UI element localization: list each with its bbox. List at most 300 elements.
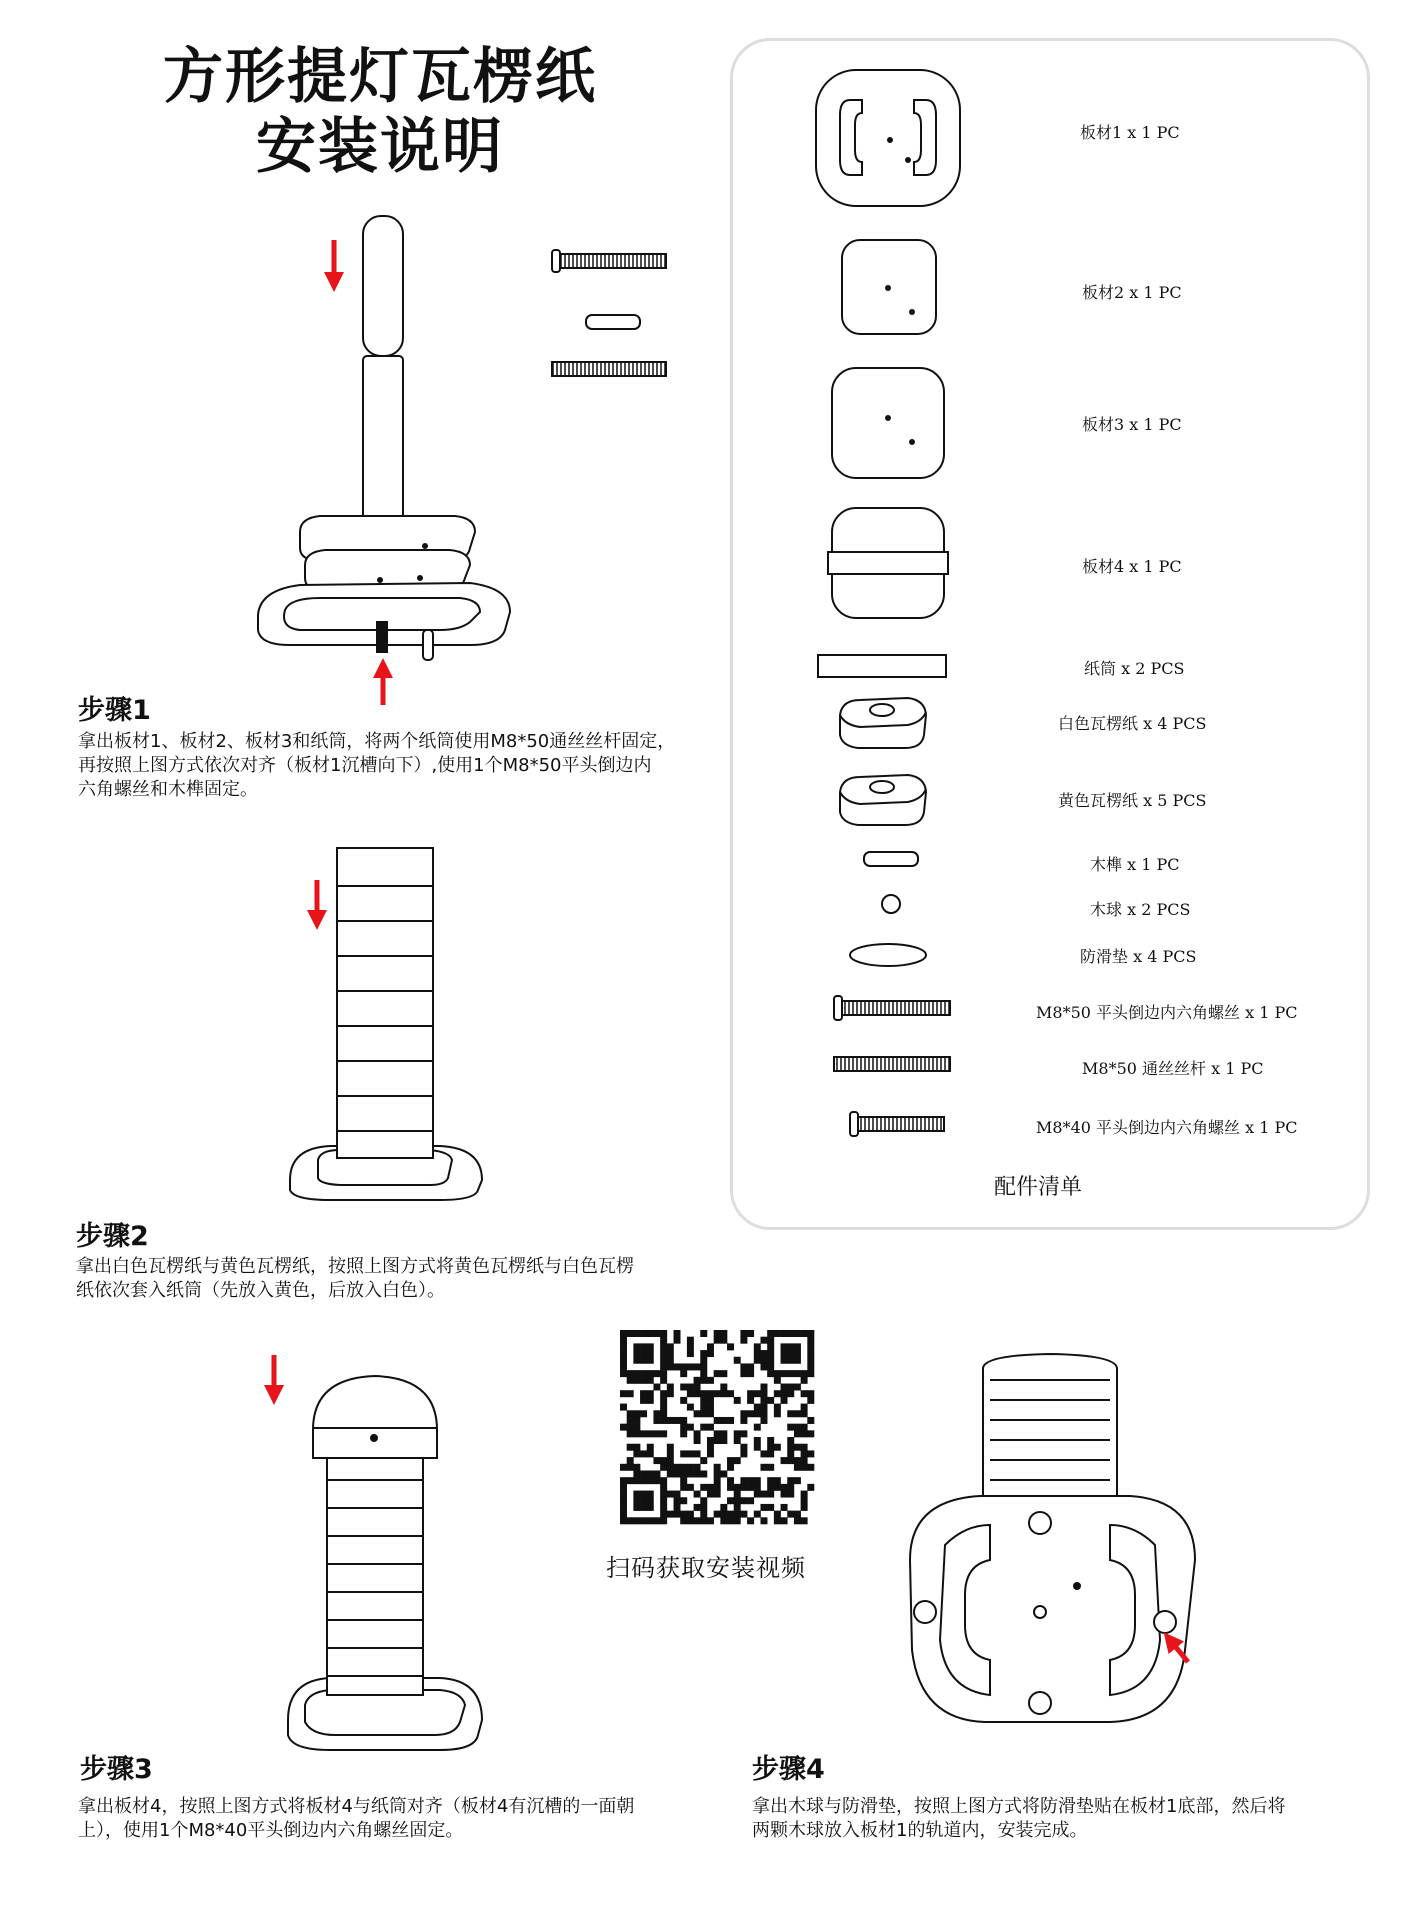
qr-module	[627, 1444, 634, 1451]
qr-module	[734, 1437, 741, 1444]
qr-module	[660, 1430, 667, 1437]
qr-module	[760, 1363, 767, 1370]
qr-module	[687, 1484, 694, 1491]
qr-module	[653, 1477, 660, 1484]
qr-module	[774, 1511, 781, 1518]
qr-module	[714, 1370, 721, 1377]
qr-module	[734, 1457, 741, 1464]
qr-module	[727, 1511, 734, 1518]
qr-module	[674, 1511, 681, 1518]
qr-module	[720, 1370, 727, 1377]
qr-module	[700, 1357, 707, 1364]
qr-module	[727, 1464, 734, 1471]
qr-module	[667, 1444, 674, 1451]
qr-module	[694, 1504, 701, 1511]
qr-module	[794, 1444, 801, 1451]
qr-module	[787, 1384, 794, 1391]
qr-module	[687, 1464, 694, 1471]
qr-module	[633, 1377, 640, 1384]
qr-module	[760, 1384, 767, 1391]
qr-module	[620, 1517, 627, 1524]
qr-module	[740, 1363, 747, 1370]
qr-module	[747, 1484, 754, 1491]
qr-module	[714, 1337, 721, 1344]
qr-module	[620, 1363, 627, 1370]
qr-module	[734, 1497, 741, 1504]
qr-module	[781, 1370, 788, 1377]
qr-module	[667, 1457, 674, 1464]
qr-module	[700, 1497, 707, 1504]
qr-module	[647, 1491, 654, 1498]
qr-module	[700, 1470, 707, 1477]
qr-module	[687, 1517, 694, 1524]
qr-module	[787, 1410, 794, 1417]
qr-module	[794, 1424, 801, 1431]
qr-module	[627, 1390, 634, 1397]
qr-module	[787, 1350, 794, 1357]
qr-module	[660, 1491, 667, 1498]
qr-module	[781, 1350, 788, 1357]
qr-module	[787, 1343, 794, 1350]
qr-module	[694, 1464, 701, 1471]
qr-module	[714, 1437, 721, 1444]
qr-module	[720, 1470, 727, 1477]
part-label: 白色瓦楞纸 x 4 PCS	[1058, 714, 1207, 733]
qr-module	[660, 1417, 667, 1424]
qr-module	[720, 1437, 727, 1444]
qr-module	[653, 1370, 660, 1377]
qr-module	[747, 1410, 754, 1417]
qr-module	[620, 1511, 627, 1518]
qr-module	[694, 1410, 701, 1417]
qr-module	[620, 1424, 627, 1431]
qr-module	[807, 1363, 814, 1370]
qr-module	[714, 1430, 721, 1437]
part-label: 纸筒 x 2 PCS	[1084, 659, 1185, 678]
qr-module	[720, 1390, 727, 1397]
qr-module	[660, 1511, 667, 1518]
qr-module	[660, 1350, 667, 1357]
qr-module	[700, 1363, 707, 1370]
qr-module	[667, 1357, 674, 1364]
qr-module	[700, 1504, 707, 1511]
qr-module	[640, 1350, 647, 1357]
qr-module	[807, 1337, 814, 1344]
qr-module	[787, 1491, 794, 1498]
qr-module	[627, 1464, 634, 1471]
qr-module	[794, 1343, 801, 1350]
qr-module	[760, 1410, 767, 1417]
qr-module	[707, 1404, 714, 1411]
qr-module	[667, 1390, 674, 1397]
qr-module	[727, 1457, 734, 1464]
qr-module	[794, 1517, 801, 1524]
qr-module	[787, 1424, 794, 1431]
qr-module	[720, 1430, 727, 1437]
qr-module	[747, 1497, 754, 1504]
qr-module	[627, 1330, 634, 1337]
qr-module	[694, 1390, 701, 1397]
qr-module	[781, 1504, 788, 1511]
qr-module	[674, 1330, 681, 1337]
qr-module	[660, 1477, 667, 1484]
qr-module	[707, 1377, 714, 1384]
qr-module	[707, 1397, 714, 1404]
qr-module	[781, 1484, 788, 1491]
qr-module	[767, 1504, 774, 1511]
qr-module	[680, 1470, 687, 1477]
qr-module	[801, 1377, 808, 1384]
qr-module	[680, 1370, 687, 1377]
qr-module	[794, 1511, 801, 1518]
qr-module	[767, 1477, 774, 1484]
qr-module	[767, 1484, 774, 1491]
step1-heading: 步骤1	[78, 695, 151, 726]
qr-module	[680, 1430, 687, 1437]
qr-module	[627, 1424, 634, 1431]
qr-module	[700, 1350, 707, 1357]
qr-module	[620, 1330, 627, 1337]
qr-module	[640, 1430, 647, 1437]
qr-module	[794, 1457, 801, 1464]
qr-module	[660, 1377, 667, 1384]
step3-line: 上），使用1个M8*40平头倒边内六角螺丝固定。	[78, 1820, 464, 1841]
qr-module	[653, 1417, 660, 1424]
qr-module	[700, 1377, 707, 1384]
qr-module	[807, 1450, 814, 1457]
qr-module	[647, 1390, 654, 1397]
qr-module	[647, 1350, 654, 1357]
qr-module	[647, 1450, 654, 1457]
qr-module	[680, 1477, 687, 1484]
qr-module	[807, 1330, 814, 1337]
qr-module	[660, 1363, 667, 1370]
qr-module	[740, 1337, 747, 1344]
qr-module	[774, 1390, 781, 1397]
qr-module	[633, 1497, 640, 1504]
qr-module	[801, 1464, 808, 1471]
qr-module	[801, 1430, 808, 1437]
qr-module	[700, 1424, 707, 1431]
step3-heading: 步骤3	[80, 1754, 153, 1785]
qr-caption: 扫码获取安装视频	[606, 1554, 806, 1582]
qr-module	[801, 1330, 808, 1337]
qr-module	[680, 1484, 687, 1491]
qr-module	[714, 1390, 721, 1397]
step3-illustration	[288, 1376, 482, 1750]
qr-module	[767, 1437, 774, 1444]
qr-module	[620, 1350, 627, 1357]
qr-module	[760, 1450, 767, 1457]
qr-module	[700, 1404, 707, 1411]
qr-module	[667, 1470, 674, 1477]
step4-illustration	[910, 1354, 1195, 1722]
qr-module	[774, 1484, 781, 1491]
qr-module	[714, 1484, 721, 1491]
qr-module	[660, 1390, 667, 1397]
qr-module	[707, 1437, 714, 1444]
qr-module	[740, 1417, 747, 1424]
qr-module	[700, 1390, 707, 1397]
qr-module	[767, 1363, 774, 1370]
qr-module	[660, 1404, 667, 1411]
part-label: 板材4 x 1 PC	[1082, 557, 1182, 576]
qr-module	[694, 1450, 701, 1457]
qr-module	[674, 1337, 681, 1344]
qr-module	[774, 1410, 781, 1417]
qr-module	[727, 1497, 734, 1504]
qr-module	[740, 1330, 747, 1337]
qr-module	[794, 1477, 801, 1484]
qr-module	[694, 1437, 701, 1444]
qr-module	[633, 1417, 640, 1424]
qr-module	[620, 1343, 627, 1350]
qr-module	[620, 1484, 627, 1491]
qr-module	[734, 1397, 741, 1404]
qr-module	[620, 1337, 627, 1344]
qr-module	[781, 1384, 788, 1391]
qr-module	[807, 1390, 814, 1397]
part-label: 黄色瓦楞纸 x 5 PCS	[1058, 791, 1207, 810]
qr-module	[801, 1497, 808, 1504]
qr-module	[640, 1470, 647, 1477]
qr-module	[687, 1424, 694, 1431]
qr-module	[633, 1370, 640, 1377]
qr-module	[660, 1504, 667, 1511]
qr-module	[781, 1330, 788, 1337]
qr-module	[680, 1384, 687, 1391]
qr-module	[754, 1410, 761, 1417]
step1-line: 拿出板材1、板材2、板材3和纸筒，将两个纸筒使用M8*50通丝丝杆固定，	[78, 731, 676, 752]
qr-module	[720, 1511, 727, 1518]
qr-module	[774, 1517, 781, 1524]
qr-module	[694, 1470, 701, 1477]
qr-module	[720, 1517, 727, 1524]
qr-module	[767, 1330, 774, 1337]
qr-module	[747, 1330, 754, 1337]
qr-module	[653, 1430, 660, 1437]
qr-module	[801, 1370, 808, 1377]
qr-module	[674, 1491, 681, 1498]
qr-module	[754, 1491, 761, 1498]
qr-module	[767, 1370, 774, 1377]
qr-module	[801, 1444, 808, 1451]
qr-module	[781, 1397, 788, 1404]
qr-module	[694, 1491, 701, 1498]
qr-module	[760, 1517, 767, 1524]
qr-module	[633, 1430, 640, 1437]
qr-module	[807, 1430, 814, 1437]
qr-module	[694, 1430, 701, 1437]
part-label: 木球 x 2 PCS	[1090, 900, 1191, 919]
qr-module	[801, 1491, 808, 1498]
qr-module	[720, 1384, 727, 1391]
step2-heading: 步骤2	[76, 1221, 149, 1252]
qr-module	[700, 1511, 707, 1518]
qr-module	[740, 1511, 747, 1518]
part-label: M8*40 平头倒边内六角螺丝 x 1 PC	[1036, 1118, 1298, 1137]
qr-module	[640, 1477, 647, 1484]
qr-module	[640, 1397, 647, 1404]
qr-module	[767, 1464, 774, 1471]
qr-module	[660, 1457, 667, 1464]
qr-module	[760, 1504, 767, 1511]
qr-module	[714, 1470, 721, 1477]
qr-module	[640, 1343, 647, 1350]
qr-module	[640, 1497, 647, 1504]
qr-module	[727, 1417, 734, 1424]
qr-module	[680, 1511, 687, 1518]
qr-module	[633, 1444, 640, 1451]
qr-module	[667, 1350, 674, 1357]
qr-module	[754, 1424, 761, 1431]
qr-module	[787, 1390, 794, 1397]
qr-module	[727, 1517, 734, 1524]
qr-module	[700, 1484, 707, 1491]
qr-module	[740, 1370, 747, 1377]
qr-module	[807, 1370, 814, 1377]
qr-module	[640, 1450, 647, 1457]
qr-module	[754, 1350, 761, 1357]
qr-module	[747, 1390, 754, 1397]
qr-module	[760, 1464, 767, 1471]
qr-module	[787, 1450, 794, 1457]
step1-text	[78, 730, 738, 802]
qr-module	[734, 1491, 741, 1498]
qr-module	[633, 1350, 640, 1357]
qr-module	[807, 1397, 814, 1404]
qr-module	[794, 1357, 801, 1364]
qr-module	[714, 1491, 721, 1498]
qr-module	[767, 1491, 774, 1498]
qr-module	[774, 1377, 781, 1384]
qr-module	[781, 1491, 788, 1498]
qr-module	[794, 1330, 801, 1337]
qr-module	[787, 1444, 794, 1451]
qr-module	[740, 1444, 747, 1451]
qr-module	[640, 1504, 647, 1511]
qr-module	[767, 1397, 774, 1404]
qr-module	[714, 1464, 721, 1471]
qr-module	[674, 1504, 681, 1511]
qr-module	[807, 1464, 814, 1471]
qr-module	[700, 1517, 707, 1524]
qr-module	[707, 1517, 714, 1524]
qr-module	[740, 1430, 747, 1437]
qr-module	[620, 1464, 627, 1471]
qr-module	[760, 1337, 767, 1344]
qr-module	[707, 1450, 714, 1457]
part-label: 木榫 x 1 PC	[1090, 855, 1180, 874]
qr-code	[620, 1330, 814, 1524]
qr-module	[760, 1397, 767, 1404]
qr-module	[727, 1343, 734, 1350]
qr-module	[680, 1417, 687, 1424]
qr-module	[734, 1517, 741, 1524]
qr-module	[767, 1337, 774, 1344]
qr-module	[633, 1491, 640, 1498]
qr-module	[754, 1404, 761, 1411]
qr-module	[740, 1497, 747, 1504]
qr-module	[794, 1410, 801, 1417]
qr-module	[640, 1357, 647, 1364]
qr-module	[653, 1330, 660, 1337]
qr-module	[760, 1390, 767, 1397]
title-line-1: 方形提灯瓦楞纸	[163, 42, 597, 112]
qr-module	[787, 1330, 794, 1337]
qr-module	[640, 1370, 647, 1377]
qr-module	[700, 1410, 707, 1417]
qr-module	[787, 1477, 794, 1484]
qr-module	[660, 1397, 667, 1404]
qr-module	[680, 1397, 687, 1404]
step4-line: 拿出木球与防滑垫，按照上图方式将防滑垫贴在板材1底部，然后将	[752, 1796, 1286, 1817]
qr-module	[727, 1477, 734, 1484]
qr-module	[694, 1377, 701, 1384]
qr-module	[714, 1417, 721, 1424]
qr-module	[767, 1357, 774, 1364]
part-label: 防滑垫 x 4 PCS	[1080, 947, 1197, 966]
qr-module	[633, 1517, 640, 1524]
qr-module	[647, 1517, 654, 1524]
qr-module	[801, 1504, 808, 1511]
qr-module	[781, 1390, 788, 1397]
step4-heading: 步骤4	[752, 1754, 825, 1785]
qr-module	[707, 1343, 714, 1350]
step1-line: 六角螺丝和木榫固定。	[78, 779, 258, 800]
qr-module	[727, 1390, 734, 1397]
qr-module	[633, 1464, 640, 1471]
qr-module	[774, 1404, 781, 1411]
qr-module	[801, 1390, 808, 1397]
qr-module	[633, 1410, 640, 1417]
qr-module	[620, 1477, 627, 1484]
parts-list-title: 配件清单	[994, 1175, 1083, 1200]
qr-module	[667, 1417, 674, 1424]
qr-module	[687, 1350, 694, 1357]
qr-module	[754, 1390, 761, 1397]
qr-module	[700, 1457, 707, 1464]
qr-module	[633, 1357, 640, 1364]
qr-module	[674, 1470, 681, 1477]
qr-module	[687, 1384, 694, 1391]
qr-module	[640, 1517, 647, 1524]
step4-line: 两颗木球放入板材1的轨道内，安装完成。	[752, 1820, 1088, 1841]
qr-module	[627, 1477, 634, 1484]
qr-module	[747, 1397, 754, 1404]
qr-module	[660, 1410, 667, 1417]
qr-module	[787, 1437, 794, 1444]
qr-module	[660, 1517, 667, 1524]
qr-module	[774, 1444, 781, 1451]
qr-module	[754, 1511, 761, 1518]
qr-module	[633, 1504, 640, 1511]
qr-module	[760, 1404, 767, 1411]
qr-module	[781, 1457, 788, 1464]
qr-module	[627, 1410, 634, 1417]
qr-module	[653, 1410, 660, 1417]
qr-module	[787, 1511, 794, 1518]
qr-module	[647, 1357, 654, 1364]
qr-module	[787, 1357, 794, 1364]
qr-module	[620, 1404, 627, 1411]
qr-module	[774, 1330, 781, 1337]
qr-module	[807, 1484, 814, 1491]
qr-module	[700, 1370, 707, 1377]
qr-module	[680, 1450, 687, 1457]
qr-module	[787, 1370, 794, 1377]
qr-module	[633, 1470, 640, 1477]
